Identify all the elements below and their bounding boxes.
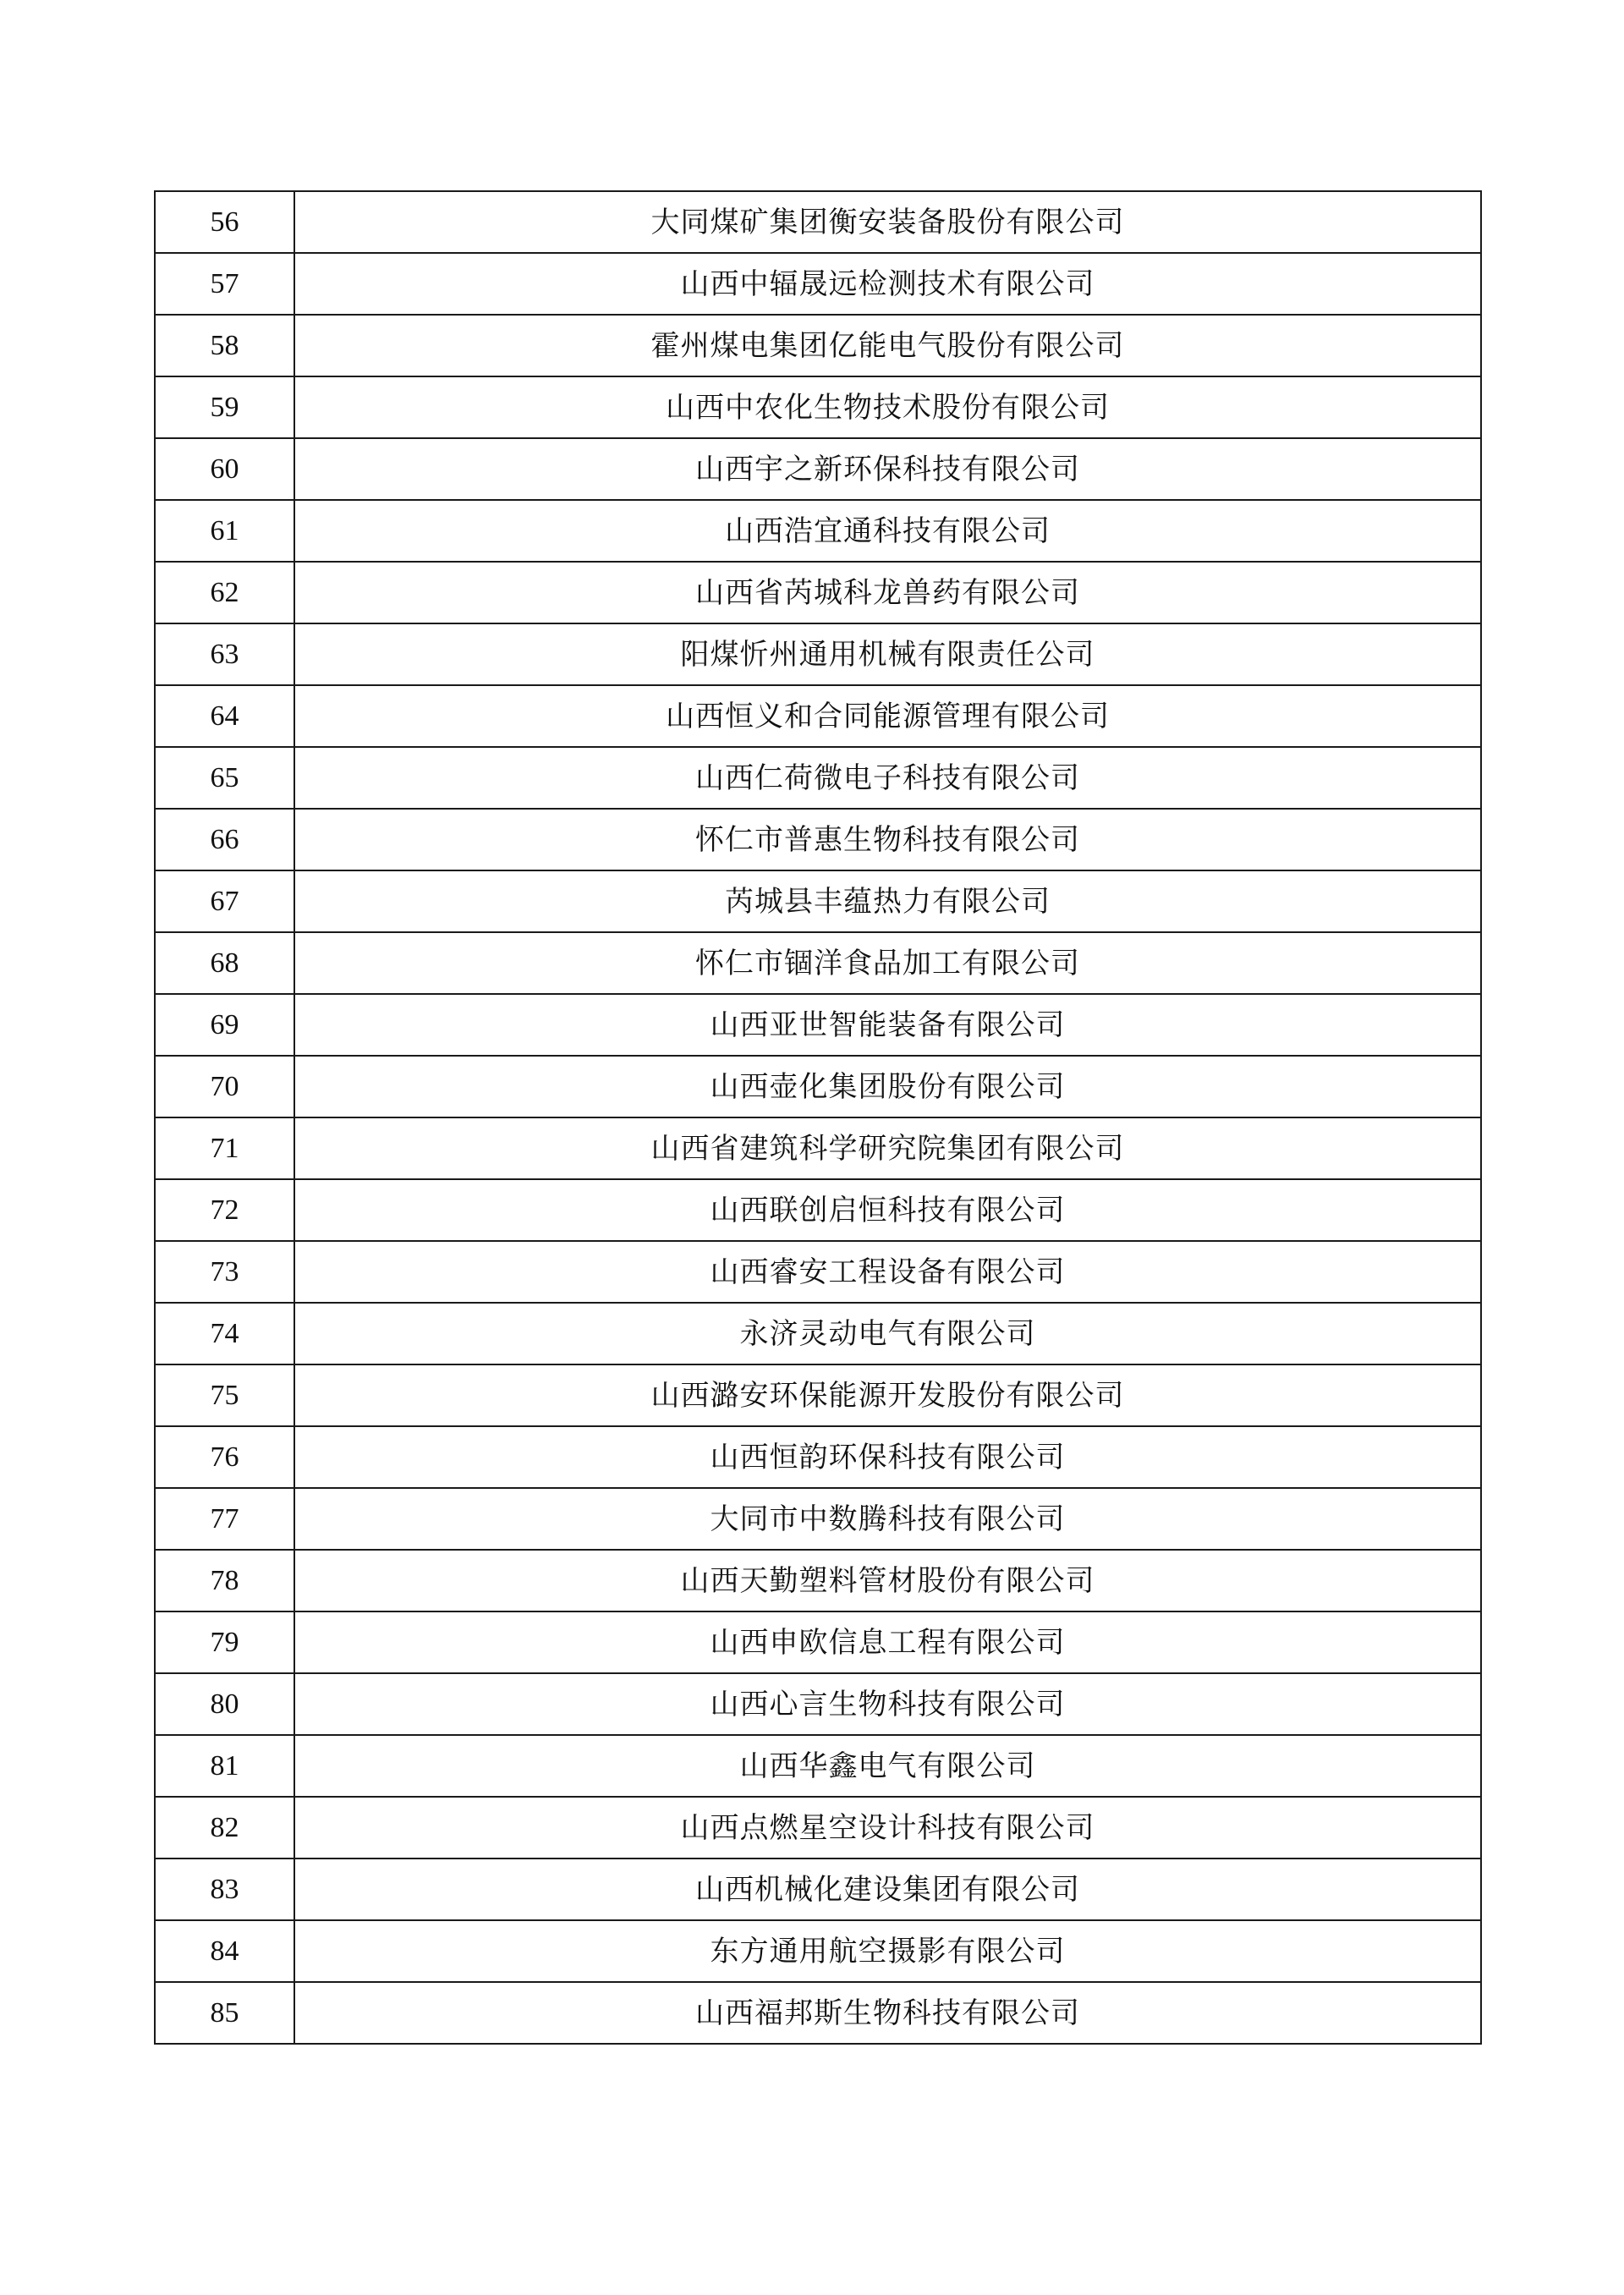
row-number-cell: 59 (155, 376, 294, 438)
company-name-cell: 山西机械化建设集团有限公司 (294, 1859, 1481, 1920)
company-name-cell: 山西福邦斯生物科技有限公司 (294, 1982, 1481, 2044)
table-row (155, 1117, 1481, 1179)
company-name-cell: 霍州煤电集团亿能电气股份有限公司 (294, 315, 1481, 376)
row-number-cell: 56 (155, 191, 294, 253)
company-name-cell: 怀仁市普惠生物科技有限公司 (294, 809, 1481, 870)
row-number-cell: 80 (155, 1673, 294, 1735)
row-number-cell: 75 (155, 1364, 294, 1426)
row-number-cell: 83 (155, 1859, 294, 1920)
row-number-cell: 61 (155, 500, 294, 562)
company-name-cell: 山西壶化集团股份有限公司 (294, 1056, 1481, 1117)
row-number-cell: 69 (155, 994, 294, 1056)
company-name-cell: 山西点燃星空设计科技有限公司 (294, 1797, 1481, 1859)
table-row (155, 438, 1481, 500)
table-row (155, 1488, 1481, 1550)
table-row (155, 870, 1481, 932)
company-name-cell: 东方通用航空摄影有限公司 (294, 1920, 1481, 1982)
row-number-cell: 64 (155, 685, 294, 747)
row-number-cell: 62 (155, 562, 294, 623)
table-row (155, 253, 1481, 315)
company-name-cell: 山西浩宜通科技有限公司 (294, 500, 1481, 562)
table-row (155, 1673, 1481, 1735)
row-number-cell: 73 (155, 1241, 294, 1303)
company-name-cell: 永济灵动电气有限公司 (294, 1303, 1481, 1364)
company-name-cell: 大同煤矿集团衡安装备股份有限公司 (294, 191, 1481, 253)
table-row (155, 500, 1481, 562)
table-row (155, 1982, 1481, 2044)
row-number-cell: 67 (155, 870, 294, 932)
table-row (155, 191, 1481, 253)
row-number-cell: 57 (155, 253, 294, 315)
company-name-cell: 阳煤忻州通用机械有限责任公司 (294, 623, 1481, 685)
table-row (155, 1920, 1481, 1982)
row-number-cell: 70 (155, 1056, 294, 1117)
table-row (155, 376, 1481, 438)
table-row (155, 1179, 1481, 1241)
company-name-cell: 山西省建筑科学研究院集团有限公司 (294, 1117, 1481, 1179)
table-row (155, 685, 1481, 747)
table-row (155, 1550, 1481, 1611)
company-name-cell: 怀仁市锢洋食品加工有限公司 (294, 932, 1481, 994)
row-number-cell: 79 (155, 1611, 294, 1673)
row-number-cell: 65 (155, 747, 294, 809)
table-row (155, 747, 1481, 809)
company-name-cell: 山西中辐晟远检测技术有限公司 (294, 253, 1481, 315)
company-name-cell: 大同市中数腾科技有限公司 (294, 1488, 1481, 1550)
table-row (155, 1797, 1481, 1859)
company-name-cell: 山西天勤塑料管材股份有限公司 (294, 1550, 1481, 1611)
row-number-cell: 74 (155, 1303, 294, 1364)
company-name-cell: 芮城县丰蕴热力有限公司 (294, 870, 1481, 932)
row-number-cell: 60 (155, 438, 294, 500)
company-name-cell: 山西亚世智能装备有限公司 (294, 994, 1481, 1056)
row-number-cell: 81 (155, 1735, 294, 1797)
company-name-cell: 山西恒义和合同能源管理有限公司 (294, 685, 1481, 747)
company-name-cell: 山西华鑫电气有限公司 (294, 1735, 1481, 1797)
company-name-cell: 山西心言生物科技有限公司 (294, 1673, 1481, 1735)
table-body (155, 191, 1481, 2044)
company-name-cell: 山西省芮城科龙兽药有限公司 (294, 562, 1481, 623)
company-name-cell: 山西中农化生物技术股份有限公司 (294, 376, 1481, 438)
row-number-cell: 85 (155, 1982, 294, 2044)
table-row (155, 1303, 1481, 1364)
table-row (155, 1611, 1481, 1673)
table-row (155, 809, 1481, 870)
table-row (155, 562, 1481, 623)
row-number-cell: 71 (155, 1117, 294, 1179)
table-row (155, 1241, 1481, 1303)
company-name-cell: 山西潞安环保能源开发股份有限公司 (294, 1364, 1481, 1426)
row-number-cell: 68 (155, 932, 294, 994)
row-number-cell: 77 (155, 1488, 294, 1550)
company-name-cell: 山西宇之新环保科技有限公司 (294, 438, 1481, 500)
table-row (155, 1056, 1481, 1117)
row-number-cell: 58 (155, 315, 294, 376)
table-row (155, 1859, 1481, 1920)
table-row (155, 1426, 1481, 1488)
row-number-cell: 84 (155, 1920, 294, 1982)
row-number-cell: 78 (155, 1550, 294, 1611)
row-number-cell: 63 (155, 623, 294, 685)
company-name-cell: 山西申欧信息工程有限公司 (294, 1611, 1481, 1673)
company-list-table (154, 190, 1482, 2045)
table-row (155, 932, 1481, 994)
table-row (155, 623, 1481, 685)
row-number-cell: 76 (155, 1426, 294, 1488)
company-name-cell: 山西睿安工程设备有限公司 (294, 1241, 1481, 1303)
row-number-cell: 66 (155, 809, 294, 870)
table-row (155, 994, 1481, 1056)
company-name-cell: 山西恒韵环保科技有限公司 (294, 1426, 1481, 1488)
table-row (155, 315, 1481, 376)
company-name-cell: 山西仁荷微电子科技有限公司 (294, 747, 1481, 809)
company-name-cell: 山西联创启恒科技有限公司 (294, 1179, 1481, 1241)
row-number-cell: 72 (155, 1179, 294, 1241)
row-number-cell: 82 (155, 1797, 294, 1859)
table-row (155, 1735, 1481, 1797)
table-row (155, 1364, 1481, 1426)
